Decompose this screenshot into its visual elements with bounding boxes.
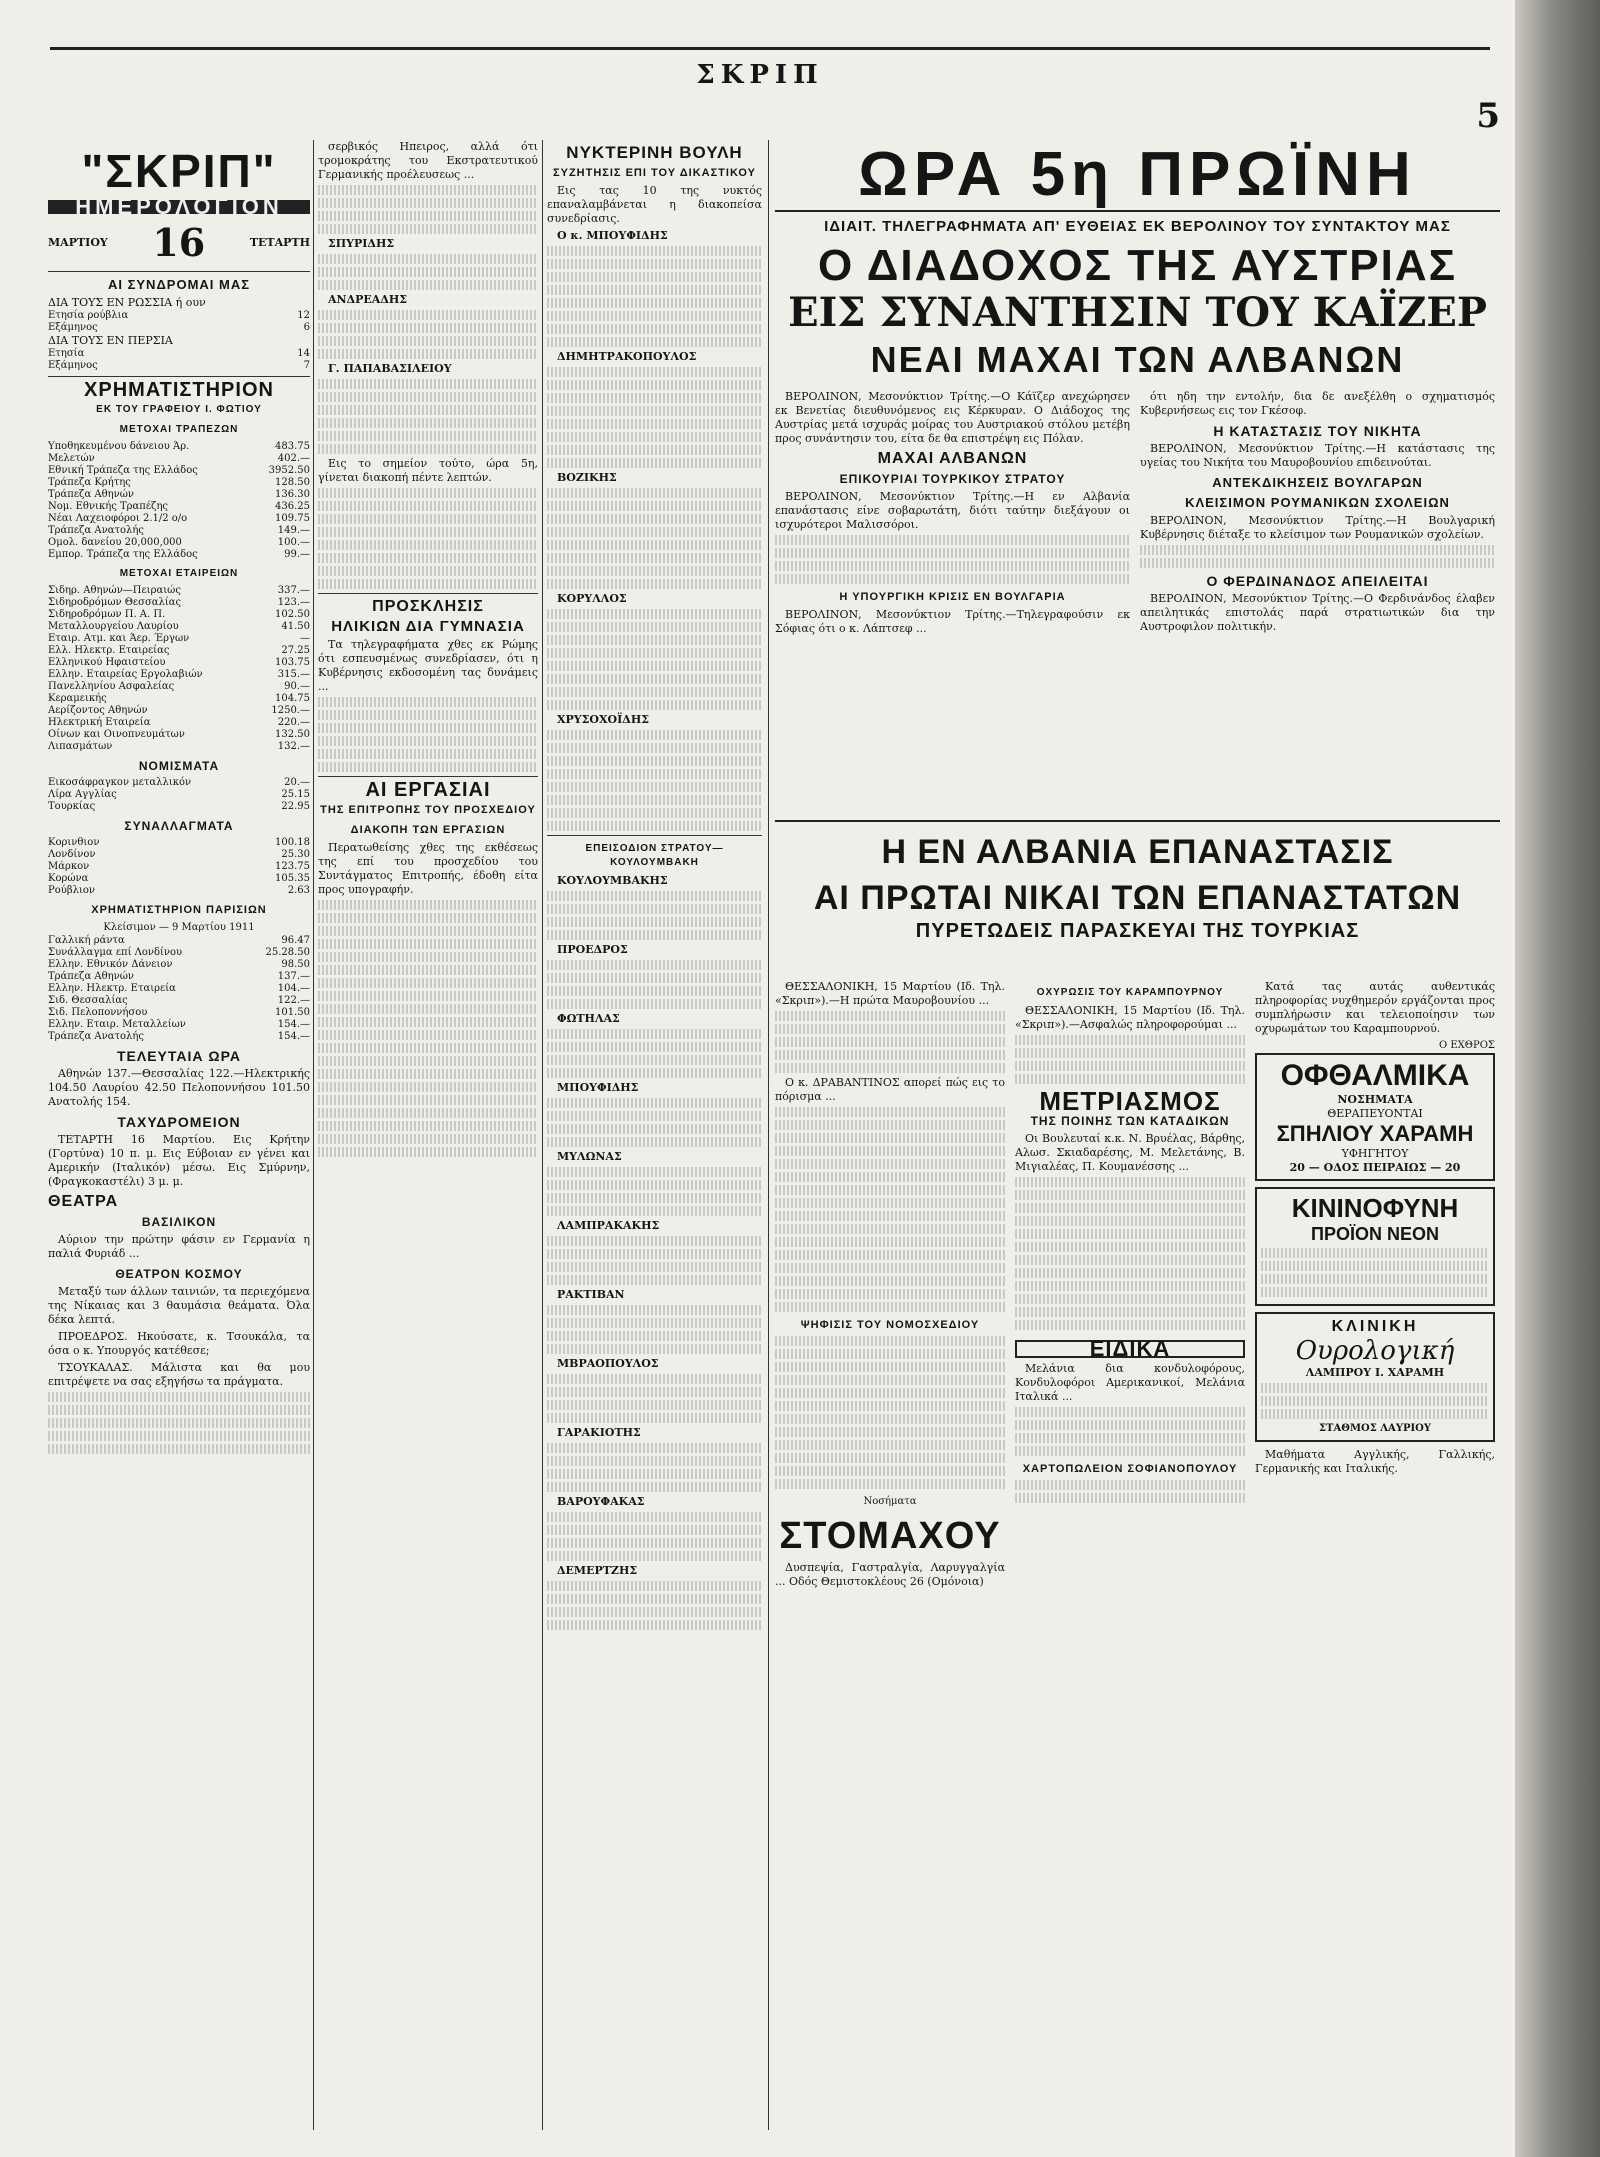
coins-heading: ΝΟΜΙΣΜΑΤΑ — [138, 759, 220, 773]
signature: Ο ΕΧΘΡΟΣ — [1439, 1040, 1495, 1051]
price-row: Μάρκον 123.75 — [48, 861, 310, 872]
price-row: Εικοσάφραγκον μεταλλικόν 20.— — [48, 777, 310, 788]
thessaloniki-col — [775, 980, 1005, 1592]
schools-heading: ΚΛΕΙΣΙΜΟΝ ΡΟΥΜΑΝΙΚΩΝ ΣΧΟΛΕΙΩΝ — [1185, 495, 1450, 510]
telegram-text: ΒΕΡΟΛΙΝΟΝ, Μεσονύκτιον Τρίτης.—Η Βουλγαρική Κυβέρνησις διέταξε το κλείσιμον των Ρουμανικών σχολείων. — [1140, 514, 1495, 541]
speaker-name: ΣΠΥΡΙΔΗΣ — [328, 237, 395, 250]
telegram-text: ΒΕΡΟΛΙΝΟΝ, Μεσονύκτιον Τρίτης.—Τηλεγραφούσιν εκ Σόφιας ότι ο κ. Λάπτσεφ ... — [775, 608, 1130, 635]
price-row: Ελλ. Ηλεκτρ. Εταιρείας 27.25 — [48, 645, 310, 656]
exchange-subheading: ΕΚ ΤΟΥ ΓΡΑΦΕΙΟΥ Ι. ΦΩΤΙΟΥ — [96, 404, 262, 415]
paris-rows — [48, 935, 310, 1043]
karaburnu-heading: ΟΧΥΡΩΣΙΣ ΤΟΥ ΚΑΡΑΜΠΟΥΡΝΟΥ — [1036, 987, 1224, 998]
ferdinand-heading: Ο ΦΕΡΔΙΝΑΝΔΟΣ ΑΠΕΙΛΕΙΤΑΙ — [1206, 573, 1429, 589]
victories-headline: ΑΙ ΠΡΩΤΑΙ ΝΙΚΑΙ ΤΩΝ ΕΠΑΝΑΣΤΑΤΩΝ — [813, 879, 1462, 917]
article-text: Ο κ. ΔΡΑΒΑΝΤΙΝΟΣ απορεί πώς εις το πόρισμα ... — [775, 1076, 1005, 1103]
vote-heading: ΨΗΦΙΣΙΣ ΤΟΥ ΝΟΜΟΣΧΕΔΙΟΥ — [800, 1319, 980, 1331]
article-text: Κατά τας αυτάς αυθεντικάς πληροφορίας νυχθημερόν εργάζονται προς συμπλήρωσιν και τελειοποίησιν των οχυρωμάτων του Καραμπουρνού. — [1255, 980, 1495, 1035]
moderation-text: Οι Βουλευταί κ.κ. Ν. Βρυέλας, Βάρθης, Αλωσ. Σκιαδαρέσης, Μ. Μελετάνης, Β. Μιγιαλέας, Π. Κουμανέσσης ... — [1015, 1132, 1245, 1173]
price-row: Κεραμεικής 104.75 — [48, 693, 310, 704]
eye-ad-title: ΟΦΘΑΛΜΙΚΑ — [1280, 1059, 1470, 1092]
telegram-text: ΘΕΣΣΑΛΟΝΙΚΗ, 15 Μαρτίου (Ιδ. Τηλ. «Σκριπ»).—Η πρώτα Μαυροβουνίου ... — [775, 980, 1005, 1007]
coin-rows — [48, 777, 310, 813]
works-text: Περατωθείσης χθες της εκθέσεως της επί του προσχεδίου του Συντάγματος Επιτροπής, έδοθη είτα προς υπογραφήν. — [318, 841, 538, 896]
price-row: Σιδηρ. Αθηνών—Πειραιώς 337.— — [48, 585, 310, 596]
sub-row: Εξάμηνος 6 — [48, 322, 310, 333]
moderation-subheading: ΤΗΣ ΠΟΙΝΗΣ ΤΩΝ ΚΑΤΑΔΙΚΩΝ — [1030, 1114, 1230, 1128]
moderation-heading: ΜΕΤΡΙΑΣΜΟΣ — [1039, 1086, 1221, 1116]
crisis-heading: Η ΥΠΟΥΡΓΙΚΗ ΚΡΙΣΙΣ ΕΝ ΒΟΥΛΓΑΡΙΑ — [839, 591, 1066, 603]
price-row: Σιδ. Θεσσαλίας 122.— — [48, 995, 310, 1006]
ads-col — [1255, 980, 1495, 1479]
price-row: Αερίζοντος Αθηνών 1250.— — [48, 705, 310, 716]
stomach-ad: ΣΤΟΜΑΧΟΥ — [779, 1515, 1001, 1557]
speaker-name: ΔΕΜΕΡΤΖΗΣ — [557, 1564, 638, 1577]
price-row: Μεταλλουργείου Λαυρίου 41.50 — [48, 621, 310, 632]
price-row: Τράπεζα Κρήτης 128.50 — [48, 477, 310, 488]
parliament-text: ΠΡΟΕΔΡΟΣ. Ηκούσατε, κ. Τσουκάλα, τα όσα ο κ. Υπουργός κατέθεσε; — [48, 1330, 310, 1357]
banner-headline: ΩΡΑ 5η ΠΡΩΪΝΗ — [775, 140, 1500, 212]
speaker-name: ΔΗΜΗΤΡΑΚΟΠΟΥΛΟΣ — [557, 350, 697, 363]
karaburnu-col — [1015, 980, 1245, 1506]
price-row: Κορώνα 105.35 — [48, 873, 310, 884]
price-row: Γαλλική ράντα 96.47 — [48, 935, 310, 946]
price-row: Σιδ. Πελοποννήσου 101.50 — [48, 1007, 310, 1018]
price-row: Ελλην. Εταιρείας Εργολαβιών 315.— — [48, 669, 310, 680]
works-subheading: ΤΗΣ ΕΠΙΤΡΟΠΗΣ ΤΟΥ ΠΡΟΣΧΕΔΙΟΥ — [320, 804, 536, 816]
bank-rows — [48, 441, 310, 561]
post-heading: ΤΑΧΥΔΡΟΜΕΙΟΝ — [117, 1114, 241, 1130]
speaker-name: ΒΑΡΟΥΦΑΚΑΣ — [557, 1495, 645, 1508]
price-row: Νομ. Εθνικής Τραπέζης 436.25 — [48, 501, 310, 512]
paris-date: Κλείσιμον — 9 Μαρτίου 1911 — [103, 922, 255, 933]
sub-row: Ετησία 14 — [48, 348, 310, 359]
eye-clinic-ad — [1255, 1053, 1495, 1181]
price-row: Ρούβλιον 2.63 — [48, 885, 310, 896]
kinino-title: ΚΙΝΙΝΟΦΥΝΗ — [1291, 1193, 1459, 1223]
eye-ad-subtitle: ΝΟΣΗΜΑΤΑ — [1337, 1093, 1413, 1106]
lessons-text: Μαθήματα Αγγλικής, Γαλλικής, Γερμανικής και Ιταλικής. — [1255, 1448, 1495, 1475]
persia-line: ΔΙΑ ΤΟΥΣ ΕΝ ΠΕΡΣΙΑ — [48, 334, 173, 347]
eye-ad-address: 20 — ΟΔΟΣ ΠΕΙΡΑΙΩΣ — 20 — [1289, 1161, 1461, 1174]
article-text: σερβικός Ηπειρος, αλλά ότι τρομοκράτης του Εκστρατευτικού Γερμανικής προέλευσεως ... — [318, 140, 538, 181]
speaker-name: ΧΡΥΣΟΧΟΪΔΗΣ — [557, 713, 649, 726]
telegram-text: ΒΕΡΟΛΙΝΟΝ, Μεσονύκτιον Τρίτης.—Η κατάστασις της υγείας του Νικήτα του Μαυροβουνίου επιδεινούται. — [1140, 442, 1495, 469]
specialties-text: Μελάνια δια κονδυλοφόρους, Κονδυλοφόροι Αμερικανικοί, Μελάνια Ιταλικά ... — [1015, 1362, 1245, 1403]
kosmos-theatre: ΘΕΑΤΡΟΝ ΚΟΣΜΟΥ — [115, 1267, 243, 1281]
telegram-text: ΘΕΣΣΑΛΟΝΙΚΗ, 15 Μαρτίου (Ιδ. Τηλ. «Σκριπ»).—Ασφαλώς πληροφορούμαι ... — [1015, 1004, 1245, 1031]
fx-heading: ΣΥΝΑΛΛΑΓΜΑΤΑ — [124, 819, 234, 833]
speaker-name: ΜΒΡΑΟΠΟΥΛΟΣ — [557, 1357, 659, 1370]
albania-revolution — [775, 820, 1500, 942]
price-row: Ελληνικού Ηφαιστείου 103.75 — [48, 657, 310, 668]
sub-row: Εξάμηνος 7 — [48, 360, 310, 371]
speaker-name: ΡΑΚΤΙΒΑΝ — [557, 1288, 625, 1301]
sub-row: Ετησία ρούβλια 12 — [48, 310, 310, 321]
price-row: Εθνική Τράπεζα της Ελλάδος 3952.50 — [48, 465, 310, 476]
section-title: ΗΜΕΡΟΛΟΓΙΟΝ — [48, 200, 310, 214]
exchange-heading: ΧΡΗΜΑΤΙΣΤΗΡΙΟΝ — [84, 379, 274, 401]
banner-subheadline: ΙΔΙΑΙΤ. ΤΗΛΕΓΡΑΦΗΜΑΤΑ ΑΠ' ΕΥΘΕΙΑΣ ΕΚ ΒΕΡΟΛΙΝΟΥ ΤΟΥ ΣΥΝΤΑΚΤΟΥ ΜΑΣ — [824, 218, 1451, 235]
logo: "ΣΚΡΙΠ" — [81, 145, 277, 197]
telegram-text: ότι ηδη την εντολήν, δια δε ανεξέλθη ο σχηματισμός Κυβερνήσεως εις τον Γκέσοφ. — [1140, 390, 1495, 417]
headline-austria: Ο ΔΙΑΔΟΧΟΣ ΤΗΣ ΑΥΣΤΡΙΑΣ — [817, 241, 1458, 290]
fx-rows — [48, 837, 310, 897]
speaker-name: ΒΟΖΙΚΗΣ — [557, 471, 617, 484]
telegram-text: ΒΕΡΟΛΙΝΟΝ, Μεσονύκτιον Τρίτης.—Ο Κάϊζερ ανεχώρησεν εκ Βενετίας διευθυνόμενος εις Κέρκυραν. Ο Διάδοχος της Αυστρίας μετά ισχυράς μοίρας του Αυστριακού στόλου μετέβη προς συνάντησιν του, είτα δε θα επιστρέψη εις Πόλαν. — [775, 390, 1130, 445]
stomach-text: Δυσπεψία, Γαστραλγία, Λαρυγγαλγία ... Οδός Θεμιστοκλέους 26 (Ομόνοια) — [775, 1561, 1005, 1588]
notice-text: Τα τηλεγραφήματα χθες εκ Ρώμης ότι εσπευσμένως συνεδρίασεν, ότι η Κυβέρνησις εκδοσομένη τας δυνάμεις ... — [318, 638, 538, 693]
notice-subheading: ΗΛΙΚΙΩΝ ΔΙΑ ΓΥΜΝΑΣΙΑ — [331, 618, 525, 635]
price-row: Υποθηκευμένου δάνειου Άρ. 483.75 — [48, 441, 310, 452]
speaker-name: ΜΠΟΥΦΙΔΗΣ — [557, 1081, 639, 1094]
kinino-subtitle: ΠΡΟΪΟΝ ΝΕΟΝ — [1310, 1224, 1439, 1244]
urology-clinic-ad — [1255, 1312, 1495, 1442]
stationery-shop: ΧΑΡΤΟΠΩΛΕΙΟΝ ΣΟΦΙΑΝΟΠΟΥΛΟΥ — [1022, 1463, 1238, 1475]
price-row: Οίνων και Οινοπνευμάτων 132.50 — [48, 729, 310, 740]
last-hour-heading: ΤΕΛΕΥΤΑΙΑ ΩΡΑ — [116, 1048, 242, 1064]
price-row: Πανελληνίου Ασφαλείας 90.— — [48, 681, 310, 692]
headline-kaiser: ΕΙΣ ΣΥΝΑΝΤΗΣΙΝ ΤΟΥ ΚΑΪΖΕΡ — [788, 289, 1487, 336]
price-row: Σιδηροδρόμων Θεσσαλίας 123.— — [48, 597, 310, 608]
speaker-name: ΛΑΜΠΡΑΚΑΚΗΣ — [557, 1219, 660, 1232]
last-hour-text: Αθηνών 137.—Θεσσαλίας 122.—Ηλεκτρικής 104.50 Λαυρίου 42.50 Πελοποννήσου 101.50 Ανατολής 154. — [48, 1067, 310, 1108]
price-row: Ελλην. Εταιρ. Μεταλλείων 154.— — [48, 1019, 310, 1030]
price-row: Τράπεζα Αθηνών 137.— — [48, 971, 310, 982]
eye-ad-subtitle-2: ΘΕΡΑΠΕΥΟΝΤΑΙ — [1327, 1107, 1423, 1120]
station-label: ΣΤΑΘΜΟΣ ΛΑΥΡΙΟΥ — [1318, 1423, 1432, 1434]
russia-line: ΔΙΑ ΤΟΥΣ ΕΝ ΡΩΣΣΙΑ ή ουν — [48, 296, 206, 309]
telegram-column-left — [775, 390, 1130, 639]
page-edge-shadow — [1515, 0, 1600, 2157]
kinino-ad — [1255, 1187, 1495, 1306]
price-row: Ελλην. Ηλεκτρ. Εταιρεία 104.— — [48, 983, 310, 994]
price-row: Κορινθιον 100.18 — [48, 837, 310, 848]
clinic-title: ΚΛΙΝΙΚΗ — [1331, 1318, 1419, 1335]
price-row: Ομολ. δανείου 20,000,000 100.— — [48, 537, 310, 548]
parliament-text: ΤΣΟΥΚΑΛΑΣ. Μάλιστα και θα μου επιτρέψετε να σας εξηγήσω τα πράγματα. — [48, 1361, 310, 1388]
incident-heading: ΕΠΕΙΣΟΔΙΟΝ ΣΤΡΑΤΟΥ—ΚΟΥΛΟΥΜΒΑΚΗ — [585, 843, 724, 868]
stomach-pre: Νοσήματα — [863, 1496, 917, 1507]
speaker-list — [547, 874, 762, 1630]
page-number: 5 — [1476, 96, 1500, 136]
speaker-name: ΑΝΔΡΕΑΔΗΣ — [328, 293, 408, 306]
price-row: Συνάλλαγμα επί Λονδίνου 25.28.50 — [48, 947, 310, 958]
notice-heading: ΠΡΟΣΚΛΗΣΙΣ — [372, 598, 484, 615]
telegram-column-right — [1140, 390, 1495, 637]
article-text: Εις το σημείον τούτο, ώρα 5η, γίνεται διακοπή πέντε λεπτών. — [318, 457, 538, 484]
speaker-name: ΚΟΡΥΛΛΟΣ — [557, 592, 627, 605]
royal-theatre-text: Αύριον την πρώτην φάσιν εν Γερμανία η παλιά Φυριάδ ... — [48, 1233, 310, 1260]
price-row: Τράπεζα Ανατολής 149.— — [48, 525, 310, 536]
works-subheading-2: ΔΙΑΚΟΠΗ ΤΩΝ ΕΡΓΑΣΙΩΝ — [350, 824, 506, 836]
speaker-name: Ο κ. ΜΠΟΥΦΙΔΗΣ — [557, 229, 668, 242]
price-row: Εμπορ. Τράπεζα της Ελλάδος 99.— — [48, 549, 310, 560]
price-row: Νέαι Λαχειοφόροι 2.1/2 ο/ο 109.75 — [48, 513, 310, 524]
price-row: Μελετών 402.— — [48, 453, 310, 464]
night-session-heading: ΝΥΚΤΕΡΙΝΗ ΒΟΥΛΗ — [566, 143, 743, 162]
price-row: Ηλεκτρική Εταιρεία 220.— — [48, 717, 310, 728]
albanian-battles-subheading: ΕΠΙΚΟΥΡΙΑΙ ΤΟΥΡΚΙΚΟΥ ΣΤΡΑΤΟΥ — [839, 472, 1066, 486]
telegram-text: ΒΕΡΟΛΙΝΟΝ, Μεσονύκτιον Τρίτης.—Ο Φερδινάνδος έλαβεν απειλητικάς επιστολάς παρά στρατιωτικών δια την Αυστροφιλον πολιτικήν. — [1140, 592, 1495, 633]
companies-heading: ΜΕΤΟΧΑΙ ΕΤΑΙΡΕΙΩΝ — [119, 568, 239, 579]
column-debate — [318, 140, 538, 2130]
price-row: Τράπεζα Αθηνών 136.30 — [48, 489, 310, 500]
night-session-subheading: ΣΥΖΗΤΗΣΙΣ ΕΠΙ ΤΟΥ ΔΙΚΑΣΤΙΚΟΥ — [553, 167, 756, 179]
date-line — [48, 220, 310, 265]
price-row: Τράπεζα Ανατολής 154.— — [48, 1031, 310, 1042]
post-text: ΤΕΤΑΡΤΗ 16 Μαρτίου. Εις Κρήτην (Γορτύνα) 10 π. μ. Εις Εύβοιαν εν γένει και Αμερικήν (Ιταλικόν) μέσω. Εις Σμύρνην, (Φραγκοκαστέλι) 3 μ. μ. — [48, 1133, 310, 1188]
speaker-name: ΓΑΡΑΚΙΟΤΗΣ — [557, 1426, 641, 1439]
headline-albanians: ΝΕΑΙ ΜΑΧΑΙ ΤΩΝ ΑΛΒΑΝΩΝ — [870, 339, 1405, 380]
price-row: Τουρκίας 22.95 — [48, 801, 310, 812]
date-month: ΜΑΡΤΙΟΥ — [48, 235, 108, 249]
eye-ad-role: ΥΦΗΓΗΤΟΥ — [1341, 1147, 1409, 1160]
date-weekday: ΤΕΤΑΡΤΗ — [249, 235, 310, 249]
banks-heading: ΜΕΤΟΧΑΙ ΤΡΑΠΕΖΩΝ — [119, 424, 239, 435]
company-rows — [48, 585, 310, 753]
price-row: Λιπασμάτων 132.— — [48, 741, 310, 752]
speaker-name: Γ. ΠΑΠΑΒΑΣΙΛΕΙΟΥ — [328, 362, 452, 375]
price-row: Λονδίνον 25.30 — [48, 849, 310, 860]
speaker-list — [547, 229, 762, 831]
paris-heading: ΧΡΗΜΑΤΙΣΤΗΡΙΟΝ ΠΑΡΙΣΙΩΝ — [91, 904, 267, 916]
price-row: Λίρα Αγγλίας 25.15 — [48, 789, 310, 800]
works-heading: ΑΙ ΕΡΓΑΣΙΑΙ — [365, 779, 491, 801]
subscriptions-heading: ΑΙ ΣΥΝΔΡΟΜΑΙ ΜΑΣ — [107, 277, 251, 292]
eye-ad-name: ΣΠΗΛΙΟΥ ΧΑΡΑΜΗ — [1276, 1121, 1474, 1146]
telegrams-section — [775, 140, 1500, 2130]
kosmos-theatre-text: Μεταξύ των άλλων ταινιών, τα περιεχόμενα της Νίκαιας και 3 θαυμάσια θεάματα. Όλα δέκα λεπτά. — [48, 1285, 310, 1326]
albanian-battles-heading: ΜΑΧΑΙ ΑΛΒΑΝΩΝ — [877, 450, 1028, 467]
top-rule — [50, 47, 1490, 50]
speaker-name: ΚΟΥΛΟΥΜΒΑΚΗΣ — [557, 874, 668, 887]
telegram-text: ΒΕΡΟΛΙΝΟΝ, Μεσονύκτιον Τρίτης.—Η εν Αλβανία επανάστασις είνε σοβαρωτάτη, διότι ταύτην διεξάγουν οι ισχυρότεροι Μαλισσόροι. — [775, 490, 1130, 531]
column-rule — [768, 140, 769, 2130]
masthead: ΣΚΡΙΠ — [696, 60, 824, 90]
bulgarian-heading: ΑΝΤΕΚΔΙΚΗΣΕΙΣ ΒΟΥΛΓΑΡΩΝ — [1212, 475, 1423, 490]
nikita-heading: Η ΚΑΤΑΣΤΑΣΙΣ ΤΟΥ ΝΙΚΗΤΑ — [1213, 423, 1422, 439]
column-rule — [542, 140, 543, 2130]
price-row: Σιδηροδρόμων Π. Α. Π. 102.50 — [48, 609, 310, 620]
column-rule — [313, 140, 314, 2130]
revolution-headline: Η ΕΝ ΑΛΒΑΝΙΑ ΕΠΑΝΑΣΤΑΣΙΣ — [881, 833, 1394, 871]
price-row: Ελλην. Εθνικόν Δάνειον 98.50 — [48, 959, 310, 970]
specialties-heading: ΕΙΔΙΚΑ — [1015, 1340, 1245, 1358]
royal-theatre: ΒΑΣΙΛΙΚΟΝ — [141, 1215, 217, 1229]
column-calendar — [48, 140, 310, 2130]
clinic-subtitle: Ουρολογική — [1295, 1336, 1455, 1366]
speaker-name: ΠΡΟΕΔΡΟΣ — [557, 943, 628, 956]
clinic-name: ΛΑΜΠΡΟΥ Ι. ΧΑΡΑΜΗ — [1305, 1366, 1445, 1379]
speaker-name: ΜΥΛΩΝΑΣ — [557, 1150, 622, 1163]
date-day: 16 — [152, 220, 206, 265]
article-text: Εις τας 10 της νυκτός επαναλαμβάνεται η διακοπείσα συνεδρίασις. — [547, 184, 762, 225]
column-night-session — [547, 140, 762, 2130]
speaker-name: ΦΩΤΗΛΑΣ — [557, 1012, 620, 1025]
theatre-heading: ΘΕΑΤΡΑ — [48, 1193, 119, 1210]
price-row: Εταιρ. Ατμ. και Άερ. Έργων — — [48, 633, 310, 644]
turkey-headline: ΠΥΡΕΤΩΔΕΙΣ ΠΑΡΑΣΚΕΥΑΙ ΤΗΣ ΤΟΥΡΚΙΑΣ — [915, 920, 1360, 942]
